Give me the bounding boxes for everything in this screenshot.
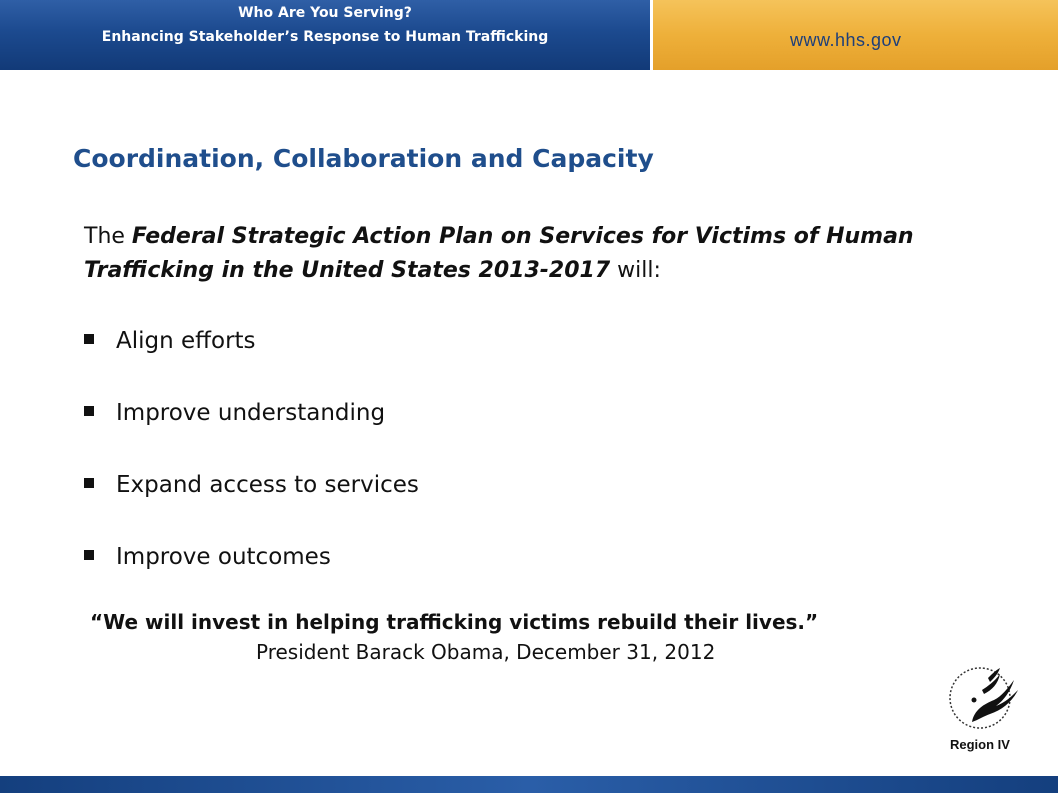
- bullet-text: Improve understanding: [116, 400, 386, 426]
- plan-name: Federal Strategic Action Plan on Services for Victims of Human Trafficking in the United States 2013-2017: [84, 224, 914, 283]
- intro-paragraph: [84, 220, 924, 288]
- square-bullet-icon: [84, 406, 94, 416]
- header-banner: [0, 0, 653, 70]
- bullet-text: Expand access to services: [116, 472, 419, 498]
- footer-bar: [0, 776, 1058, 793]
- square-bullet-icon: [84, 478, 94, 488]
- list-item: [84, 390, 419, 462]
- intro-suffix: will:: [610, 258, 661, 283]
- quote: “We will invest in helping trafficking victims rebuild their lives.”: [90, 610, 819, 634]
- intro-prefix: The: [84, 224, 132, 249]
- square-bullet-icon: [84, 550, 94, 560]
- list-item: [84, 462, 419, 534]
- quote-attribution: President Barack Obama, December 31, 2012: [256, 640, 716, 664]
- bullet-text: Align efforts: [116, 328, 256, 354]
- header-url-panel: [653, 0, 1058, 70]
- region-label: Region IV: [950, 737, 1010, 752]
- list-item: [84, 318, 419, 390]
- header-title: Who Are You Serving?: [238, 5, 412, 21]
- header-url-link[interactable]: www.hhs.gov: [790, 30, 902, 50]
- slide-title: Coordination, Collaboration and Capacity: [73, 144, 654, 173]
- header-subtitle: Enhancing Stakeholder’s Response to Human Trafficking: [101, 29, 549, 45]
- bullet-list: [84, 318, 419, 606]
- square-bullet-icon: [84, 334, 94, 344]
- list-item: [84, 534, 419, 606]
- bullet-text: Improve outcomes: [116, 544, 331, 570]
